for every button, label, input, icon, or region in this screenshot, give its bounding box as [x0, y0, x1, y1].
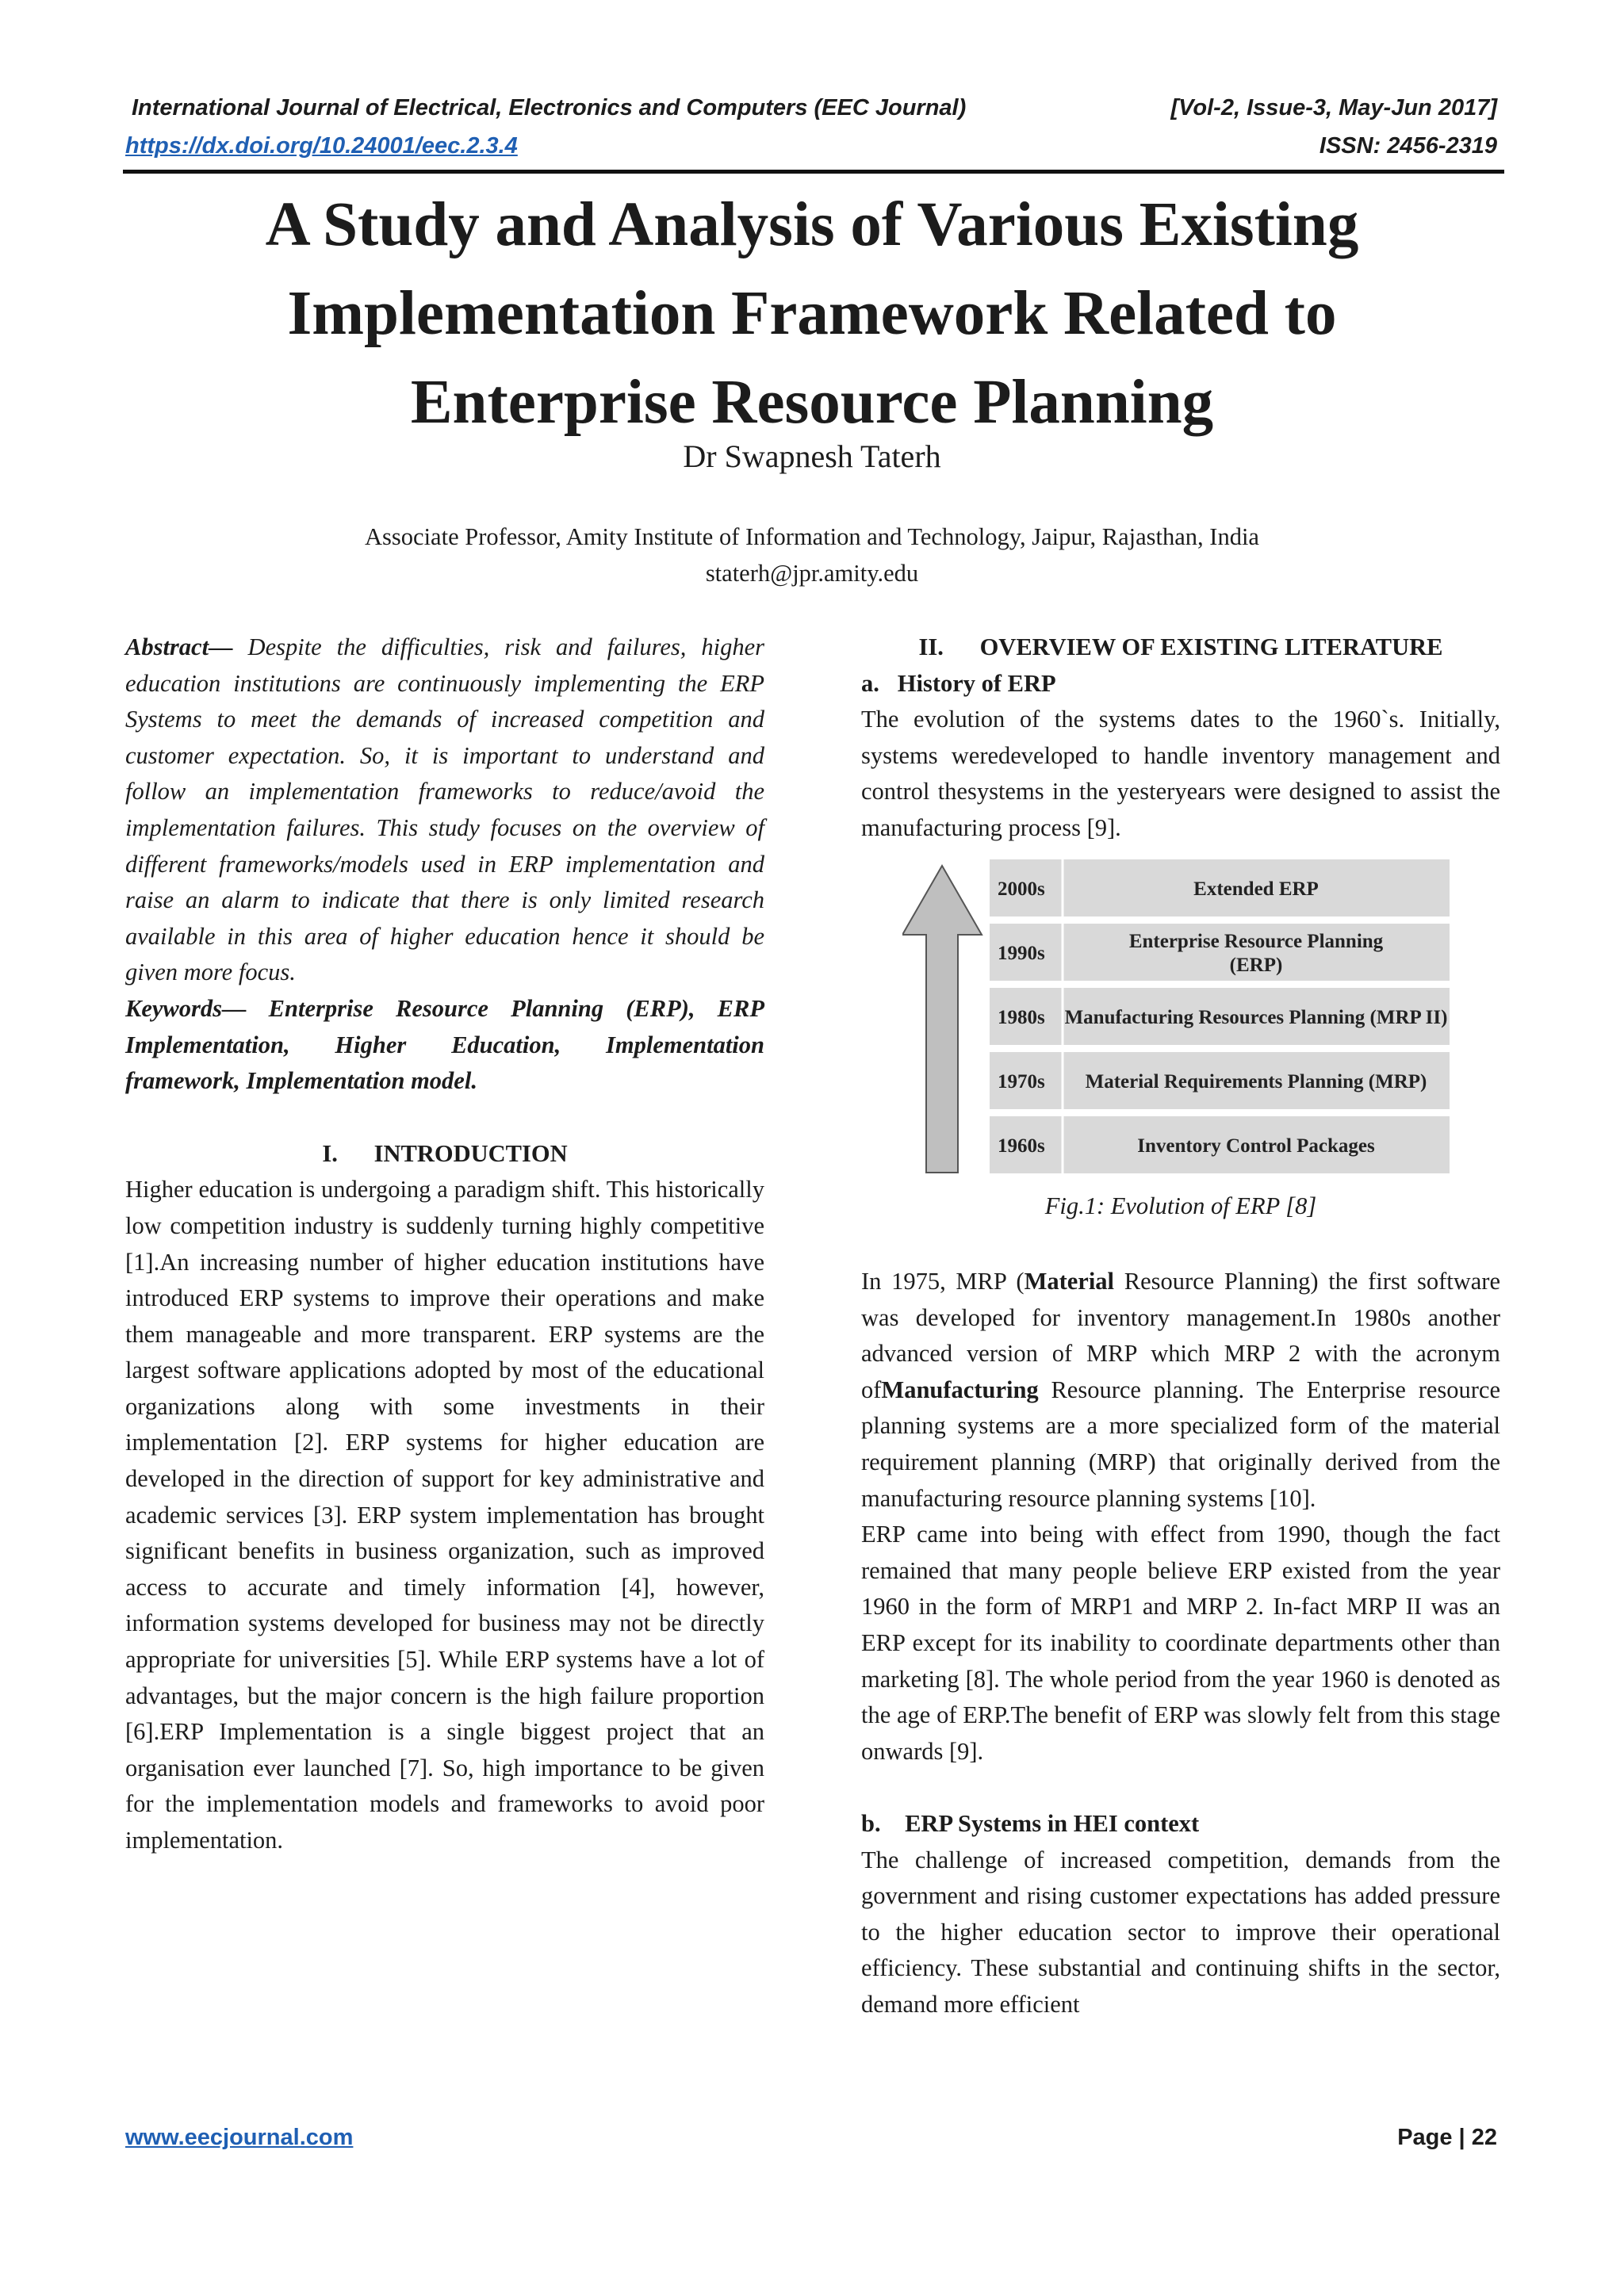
- figure-system-label: Extended ERP: [1193, 878, 1319, 900]
- paper-title: [0, 181, 1624, 447]
- figure-system-label: Material Requirements Planning (MRP): [1085, 1071, 1427, 1093]
- timeline-arrow-icon: [902, 866, 982, 1173]
- mrp-paragraph: [861, 1264, 1500, 1517]
- history-paragraph: The evolution of the systems dates to the 1960`s. Initially, systems weredeveloped to handle inventory management and control thesystems in the yesteryears were designed to assist the manufacturing process [9].: [861, 706, 1500, 841]
- introduction-text: Higher education is undergoing a paradigm shift. This historically low competition industry is suddenly turning highly competitive [1].An increasing number of higher education institutions have introduced ERP systems to improve their operations and make them manageable and more transparent. ERP systems are the largest software applications adopted by most of the educational organizations along with some investments in their implementation [2]. ERP systems for higher education are developed in the direction of support for key administrative and academic services [3]. ERP system implementation has brought significant benefits in business organization, such as improved access to accurate and timely information [4], however, information systems developed for business may not be directly appropriate for universities [5]. While ERP systems have a lot of advantages, but the major concern is the high failure proportion [6].ERP Implementation is a single biggest project that an organisation ever launched [7]. So, high importance to be given for the implementation models and frameworks to avoid poor implementation.: [125, 1176, 764, 1854]
- issn: ISSN: 2456-2319: [1319, 133, 1497, 159]
- figure-era-label: 1960s: [998, 1135, 1045, 1157]
- mrp-text-part: Resource planning. The Enterprise resource planning systems are a more specialized form of the material requirement planning (MRP) that originally derived from the manufacturing resource planning systems [10].: [861, 1376, 1500, 1512]
- subsection-heading-history: a. History of ERP: [861, 669, 1056, 697]
- author-email: staterh@jpr.amity.edu: [705, 560, 919, 587]
- figure-system-label: Manufacturing Resources Planning (MRP II): [1064, 1007, 1448, 1028]
- keywords-text: Enterprise Resource Planning (ERP), ERP Implementation, Higher Education, Implementation framework, Implementation model.: [125, 994, 764, 1095]
- abstract-text: Despite the difficulties, risk and failures, higher education institutions are continuously implementing the ERP Systems to meet the demands of increased competition and customer expectation. So, it is important to understand and follow an implementation frameworks to reduce/avoid the implementation failures. This study focuses on the overview of different frameworks/models used in ERP implementation and raise an alarm to indicate that there is only limited research available in this area of higher education hence it should be given more focus.: [125, 633, 764, 986]
- right-column-top: [861, 629, 1500, 847]
- figure-system-label: Inventory Control Packages: [1137, 1135, 1375, 1157]
- left-column: [125, 629, 764, 1859]
- abstract-label: Abstract—: [125, 633, 233, 660]
- abstract: [125, 629, 764, 991]
- header-rule: [123, 170, 1504, 174]
- keywords-label: Keywords—: [125, 994, 247, 1022]
- figure-era-label: 2000s: [998, 878, 1045, 900]
- mrp-text-bold: Material: [1024, 1268, 1115, 1295]
- figure-system-label: (ERP): [1229, 955, 1283, 976]
- title-line: Enterprise Resource Planning: [410, 368, 1214, 437]
- right-column-bottom: [861, 1264, 1500, 2022]
- mrp-text-part: In 1975, MRP (: [861, 1268, 1025, 1295]
- figure-era-label: 1980s: [998, 1007, 1045, 1028]
- figure-caption: Fig.1: Evolution of ERP [8]: [1044, 1192, 1317, 1219]
- title-line: Implementation Framework Related to: [287, 279, 1337, 348]
- doi-link[interactable]: https://dx.doi.org/10.24001/eec.2.3.4: [125, 133, 518, 159]
- hei-paragraph: The challenge of increased competition, demands from the government and rising customer expectations has added pressure to the higher education sector to improve their operational efficiency. These substantial and continuing shifts in the sector, demand more efficient: [861, 1846, 1500, 2018]
- affiliation: Associate Professor, Amity Institute of Information and Technology, Jaipur, Rajasthan, India: [365, 523, 1259, 550]
- figure-era-label: 1990s: [998, 943, 1045, 964]
- title-line: A Study and Analysis of Various Existing: [265, 190, 1359, 259]
- journal-name: International Journal of Electrical, Electronics and Computers (EEC Journal): [132, 95, 967, 121]
- section-heading-introduction: I. INTRODUCTION: [322, 1139, 568, 1167]
- erp-evolution-figure: [902, 859, 1450, 1178]
- subsection-heading-hei: b. ERP Systems in HEI context: [861, 1809, 1200, 1837]
- journal-website-link[interactable]: www.eecjournal.com: [125, 2125, 354, 2150]
- figure-era-label: 1970s: [998, 1071, 1045, 1093]
- mrp-text-bold: Manufacturing: [881, 1376, 1039, 1403]
- erp-origin-paragraph: ERP came into being with effect from 1990, though the fact remained that many people believe ERP existed from the year 1960 in the form of MRP1 and MRP 2. In-fact MRP II was an ERP except for its inability to coordinate departments other than marketing [8]. The whole period from the year 1960 is denoted as the age of ERP.The benefit of ERP was slowly felt from this stage onwards [9].: [861, 1521, 1500, 1765]
- keywords: [125, 991, 764, 1100]
- figure-system-label: Enterprise Resource Planning: [1128, 931, 1384, 952]
- page-number: Page | 22: [1397, 2125, 1497, 2150]
- section-heading-overview: II. OVERVIEW OF EXISTING LITERATURE: [918, 633, 1443, 660]
- mrp-text-part: Resource Planning) the first software was developed for inventory management.In 1980s another advanced version of MRP which MRP 2 with the acronym of: [861, 1268, 1500, 1403]
- author-name: Dr Swapnesh Taterh: [683, 438, 941, 474]
- volume-info: [Vol-2, Issue-3, May-Jun 2017]: [1170, 95, 1497, 121]
